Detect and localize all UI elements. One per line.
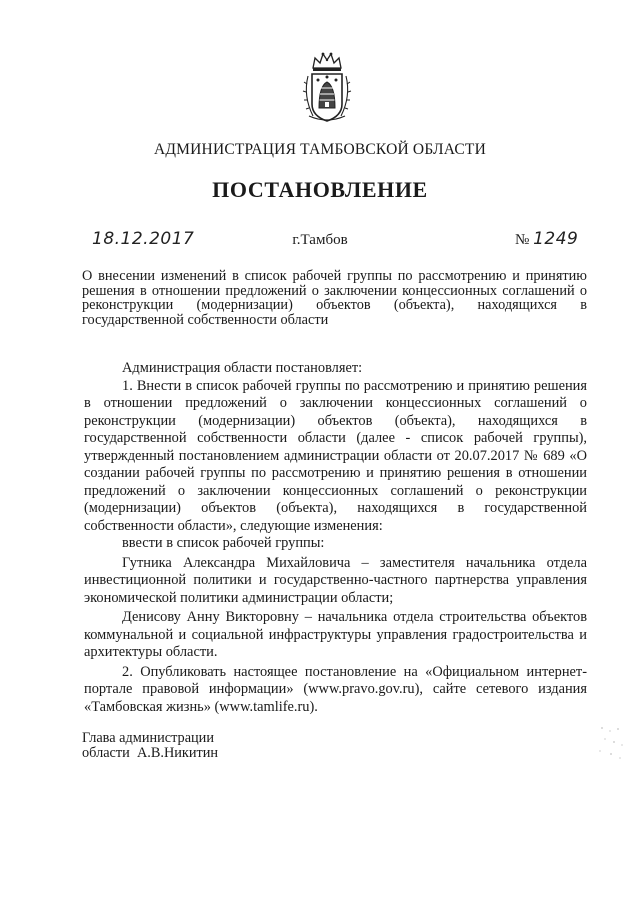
organization-name: АДМИНИСТРАЦИЯ ТАМБОВСКОЙ ОБЛАСТИ: [154, 141, 486, 158]
document-city: г.Тамбов: [292, 232, 348, 248]
signature-position: Глава администрации: [82, 730, 214, 746]
body-paragraph: 1. Внести в список рабочей группы по рассмотрению и принятию решения в отношении предложений о заключении концессионных соглашений о реконструкции (модернизации) объектов (объекта), находящихся в государственной собственности области (далее - список рабочей группы), утвержденный постановлением администрации области от 20.07.2017 № 689 «О создании рабочей группы по рассмотрению и принятию решения в отношении предложений о заключении концессионных соглашений о реконструкции (модернизации) объектов (объекта), находящихся в государственной собственности области», следующие изменения:: [84, 377, 587, 534]
body-paragraph: 2. Опубликовать настоящее постановление на «Официальном интернет-портале правовой информации» (www.pravo.gov.ru), сайте сетевого издания «Тамбовская жизнь» (www.tamlife.ru).: [84, 663, 587, 715]
signature-block: [82, 731, 218, 761]
body-paragraph: Гутника Александра Михайловича – заместителя начальника отдела инвестиционной политики и государственно-частного партнерства управления экономической политики администрации области;: [84, 554, 587, 606]
document-type: ПОСТАНОВЛЕНИЕ: [212, 177, 428, 202]
document-number: [515, 229, 578, 249]
body-paragraph: Администрация области постановляет:: [122, 360, 363, 376]
body-paragraph: Денисову Анну Викторовну – начальника отдела строительства объектов коммунальной и социальной инфраструктуры управления градостроительства и архитектуры области.: [84, 609, 587, 660]
document-subject: [82, 269, 587, 327]
scan-specks-decoration: [596, 725, 626, 765]
subject-text: О внесении изменений в список рабочей группы по рассмотрению и принятию решения в отношении предложений о заключении концессионных соглашений о реконструкции (модернизации) объектов (объекта), находящихся в государственной собственности области: [82, 268, 587, 328]
document-date: 18.12.2017: [92, 229, 195, 249]
number-value: 1249: [533, 229, 579, 249]
number-label: №: [515, 232, 530, 248]
signature-name: области А.В.Никитин: [82, 745, 219, 762]
tambov-coat-of-arms-icon: [299, 50, 355, 126]
document-body: [84, 360, 587, 716]
body-paragraph: ввести в список рабочей группы:: [122, 535, 325, 551]
